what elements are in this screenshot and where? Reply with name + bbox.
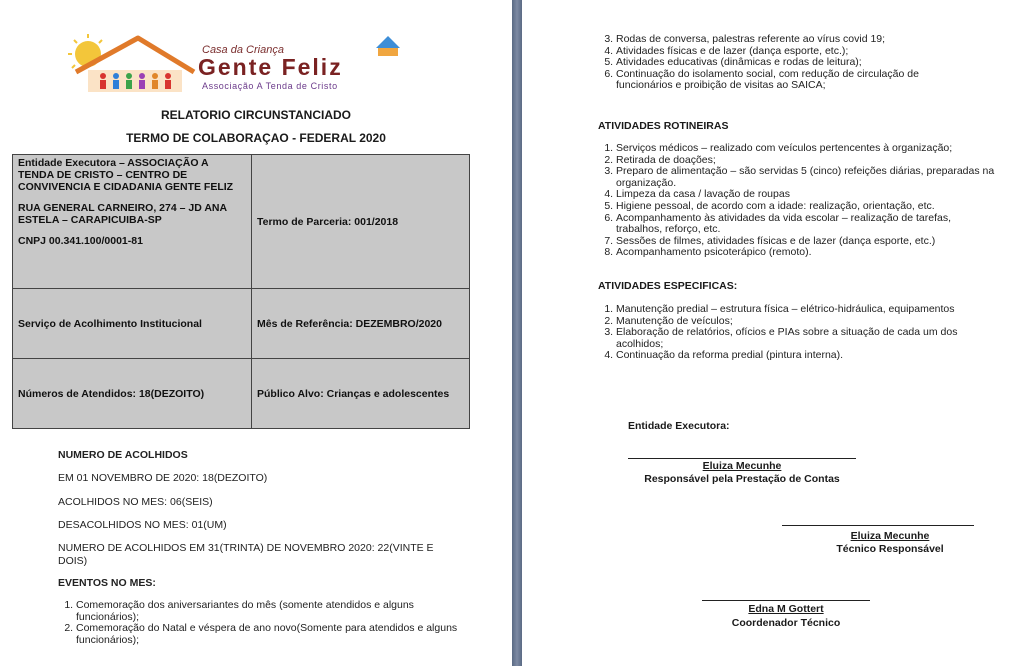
page-separator xyxy=(512,0,522,666)
eventos-item: 5. Atividades educativas (dinâmicas e rodas de leitura); xyxy=(616,57,976,69)
service-text: Serviço de Acolhimento Institucional xyxy=(13,289,252,359)
attended-count-text: Números de Atendidos: 18(DEZOITO) xyxy=(13,359,252,429)
entity-label: Entidade Executora: xyxy=(628,420,730,432)
eventos-heading: EVENTOS NO MES: xyxy=(58,577,156,589)
especificas-item: 3. Elaboração de relatórios, ofícios e PIAs sobre a situação de cada um dos acolhidos; xyxy=(616,327,996,350)
rotineiras-item: 6. Acompanhamento às atividades da vida escolar – realização de tarefas, trabalhos, reforço, etc. xyxy=(616,213,996,236)
eventos-list-part-2 xyxy=(598,34,976,92)
eventos-list-part-1 xyxy=(58,600,462,646)
signature-line-2 xyxy=(782,525,974,526)
rotineiras-item: 8. Acompanhamento psicoterápico (remoto). xyxy=(616,247,996,259)
rotineiras-item: 2. Retirada de doações; xyxy=(616,155,996,167)
logo-line-1: Casa da Criança xyxy=(202,44,284,56)
partnership-text: Termo de Parceria: 001/2018 xyxy=(252,155,470,289)
signature-2-role: Técnico Responsável xyxy=(836,543,944,555)
rotineiras-item: 7. Sessões de filmes, atividades físicas e de lazer (dança esporte, etc.) xyxy=(616,236,996,248)
acolhidos-line-2: ACOLHIDOS NO MES: 06(SEIS) xyxy=(58,496,213,508)
especificas-item: 4. Continuação da reforma predial (pintura interna). xyxy=(616,350,996,362)
rotineiras-item: 1. Serviços médicos – realizado com veículos pertencentes à organização; xyxy=(616,143,996,155)
rotineiras-item: 5. Higiene pessoal, de acordo com a idade: realização, orientação, etc. xyxy=(616,201,996,213)
eventos-item: 6. Continuação do isolamento social, com redução de circulação de funcionários e proibição de visitas ao SAICA; xyxy=(616,69,976,92)
acolhidos-heading: NUMERO DE ACOLHIDOS xyxy=(58,449,188,461)
signature-line-1 xyxy=(628,458,856,459)
especificas-item: 2. Manutenção de veículos; xyxy=(616,316,996,328)
target-audience-text: Público Alvo: Crianças e adolescentes xyxy=(252,359,470,429)
rotineiras-heading: ATIVIDADES ROTINEIRAS xyxy=(598,120,729,132)
rotineiras-item: 4. Limpeza da casa / lavação de roupas xyxy=(616,189,996,201)
rotineiras-list xyxy=(598,143,996,259)
entity-text: Entidade Executora – ASSOCIAÇÃO A TENDA DE CRISTO – CENTRO DE CONVIVENCIA E CIDADANIA GENTE FELIZ xyxy=(18,157,234,193)
acolhidos-line-1: EM 01 NOVEMBRO DE 2020: 18(DEZOITO) xyxy=(58,472,268,484)
report-title: RELATORIO CIRCUNSTANCIADO xyxy=(161,108,351,122)
especificas-heading: ATIVIDADES ESPECIFICAS: xyxy=(598,280,738,292)
logo-line-3: Associação A Tenda de Cristo xyxy=(202,81,338,91)
eventos-item: 1. Comemoração dos aniversariantes do mês (somente atendidos e alguns funcionários); xyxy=(76,600,462,623)
signature-2-name: Eluiza Mecunhe xyxy=(850,530,930,542)
signature-1-name: Eluiza Mecunhe xyxy=(702,460,782,472)
info-cell-entity xyxy=(13,155,252,289)
organization-logo xyxy=(58,32,436,96)
report-subtitle: TERMO DE COLABORAÇAO - FEDERAL 2020 xyxy=(126,131,386,145)
info-table xyxy=(12,154,470,429)
eventos-item: 2. Comemoração do Natal e véspera de ano novo(Somente para atendidos e alguns funcionários); xyxy=(76,623,462,646)
acolhidos-line-3: DESACOLHIDOS NO MES: 01(UM) xyxy=(58,519,227,531)
rotineiras-item: 3. Preparo de alimentação – são servidas 5 (cinco) refeições diárias, preparadas na organização. xyxy=(616,166,996,189)
signature-1-role: Responsável pela Prestação de Contas xyxy=(644,473,840,485)
signature-line-3 xyxy=(702,600,870,601)
cnpj-text: CNPJ 00.341.100/0001-81 xyxy=(18,235,143,247)
signature-3-role: Coordenador Técnico xyxy=(731,617,841,629)
logo-line-2: Gente Feliz xyxy=(198,54,343,80)
reference-month-text: Mês de Referência: DEZEMBRO/2020 xyxy=(252,289,470,359)
eventos-item: 3. Rodas de conversa, palestras referente ao vírus covid 19; xyxy=(616,34,976,46)
eventos-item: 4. Atividades físicas e de lazer (dança esporte, etc.); xyxy=(616,46,976,58)
especificas-list xyxy=(598,304,996,362)
acolhidos-line-4: NUMERO DE ACOLHIDOS EM 31(TRINTA) DE NOVEMBRO 2020: 22(VINTE E DOIS) xyxy=(58,542,434,567)
address-text: RUA GENERAL CARNEIRO, 274 – JD ANA ESTELA – CARAPICUIBA-SP xyxy=(18,202,227,226)
signature-3-name: Edna M Gottert xyxy=(748,603,824,615)
especificas-item: 1. Manutenção predial – estrutura física – elétrico-hidráulica, equipamentos xyxy=(616,304,996,316)
